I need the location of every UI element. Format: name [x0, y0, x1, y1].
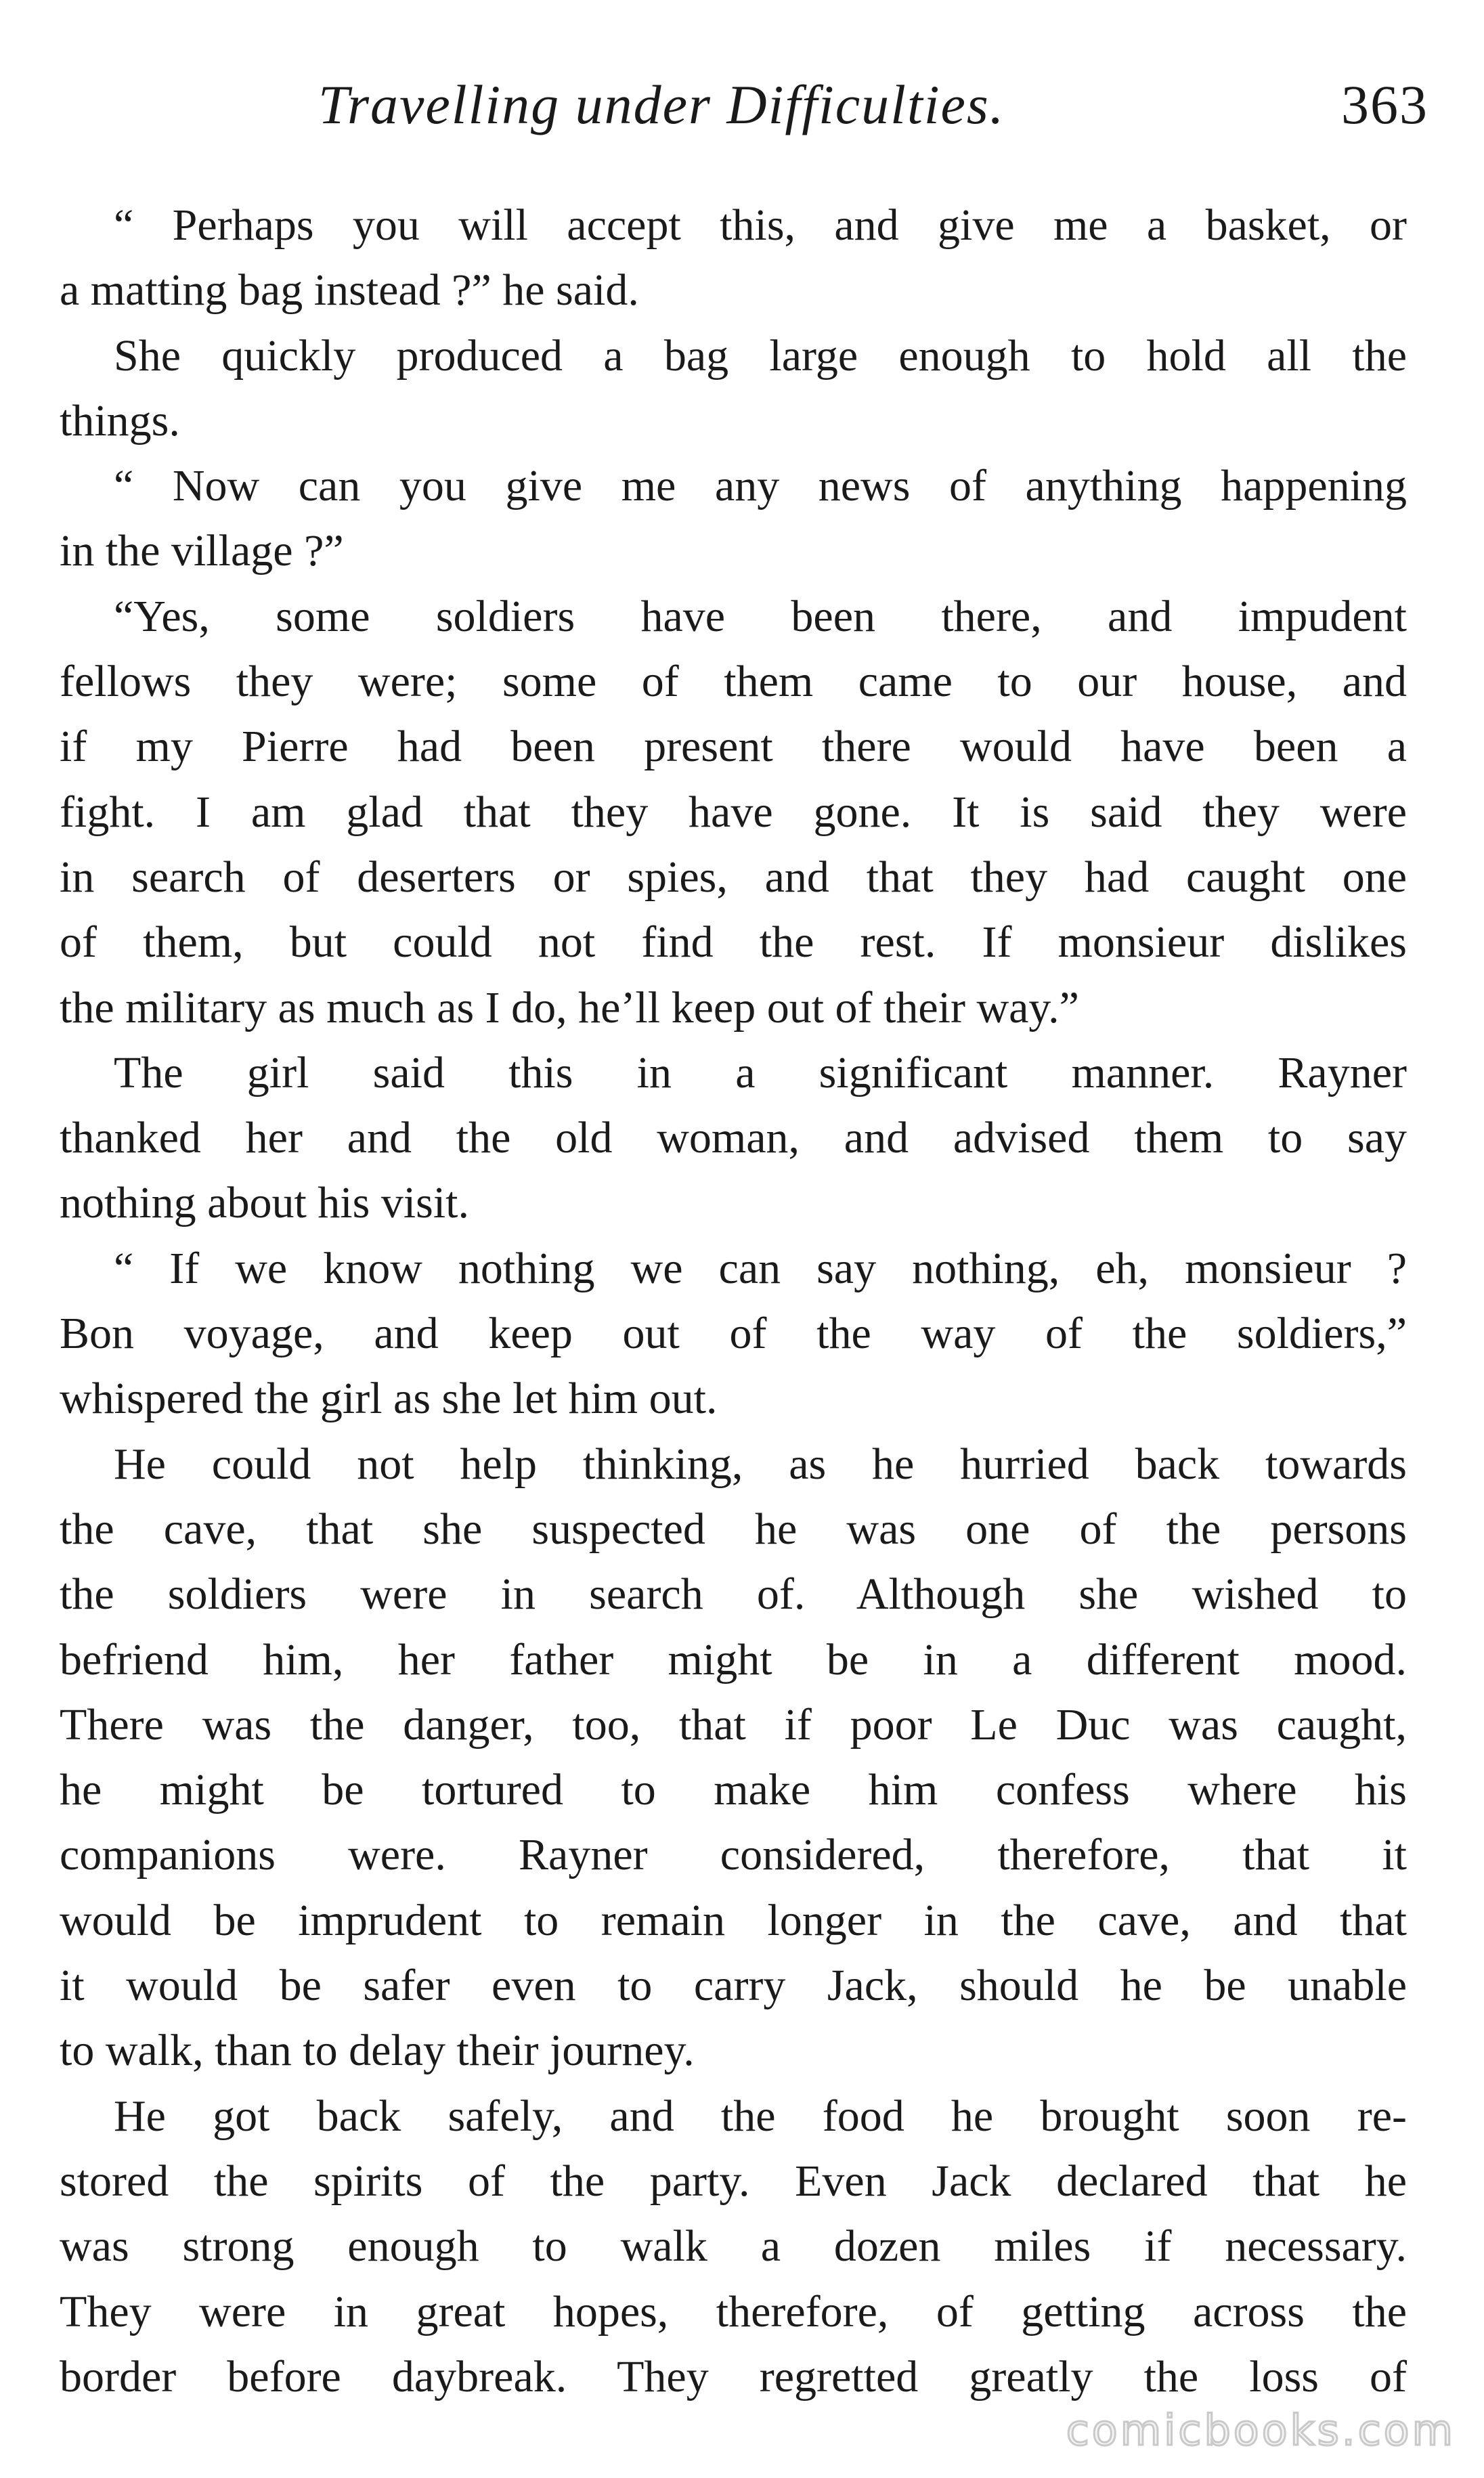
running-header: [318, 68, 1428, 142]
text-line: things.: [60, 395, 180, 445]
text-line: The girl said this in a significant manner. Rayner: [114, 1047, 1407, 1097]
text-line: a matting bag instead ?” he said.: [60, 265, 639, 316]
text-line: They were in great hopes, therefore, of getting across the: [60, 2286, 1407, 2336]
text-line: stored the spirits of the party. Even Jack declared that he: [60, 2156, 1407, 2206]
text-line: it would be safer even to carry Jack, should he be unable: [60, 1961, 1407, 2011]
text-line: if my Pierre had been present there would have been a: [60, 722, 1407, 772]
text-line: “ Perhaps you will accept this, and give me a basket, or: [114, 200, 1407, 250]
text-line: He could not help thinking, as he hurried back towards: [114, 1439, 1407, 1489]
text-line: “ If we know nothing we can say nothing, eh, monsieur ?: [114, 1243, 1407, 1293]
text-line: he might be tortured to make him confess where his: [60, 1765, 1407, 1815]
text-line: fight. I am glad that they have gone. It is said they were: [60, 787, 1407, 837]
text-line: fellows they were; some of them came to our house, and: [60, 657, 1407, 707]
text-line: Bon voyage, and keep out of the way of the soldiers,”: [60, 1309, 1407, 1359]
page-number: 363: [1341, 74, 1428, 135]
text-line: in the village ?”: [60, 526, 344, 576]
text-line: companions were. Rayner considered, therefore, that it: [60, 1830, 1407, 1880]
body-text: [60, 193, 1407, 2410]
text-line: nothing about his visit.: [60, 1178, 470, 1228]
text-line: She quickly produced a bag large enough to hold all the: [114, 330, 1407, 381]
text-line: whispered the girl as she let him out.: [60, 1374, 718, 1424]
text-line: in search of deserters or spies, and that they had caught one: [60, 852, 1407, 902]
running-title: Travelling under Difficulties.: [318, 74, 1005, 135]
text-line: the military as much as I do, he’ll keep out of their way.”: [60, 982, 1079, 1032]
text-line: There was the danger, too, that if poor Le Duc was caught,: [60, 1699, 1407, 1749]
watermark: comicbooks.com: [1066, 2406, 1456, 2455]
text-line: befriend him, her father might be in a different mood.: [60, 1634, 1407, 1684]
text-line: “ Now can you give me any news of anything happening: [114, 461, 1407, 511]
text-line: would be imprudent to remain longer in the cave, and that: [60, 1895, 1407, 1945]
text-line: of them, but could not find the rest. If monsieur dislikes: [60, 917, 1407, 968]
text-line: the cave, that she suspected he was one of the persons: [60, 1504, 1407, 1554]
text-line: He got back safely, and the food he brought soon re-: [114, 2091, 1407, 2141]
text-line: was strong enough to walk a dozen miles if necessary.: [60, 2221, 1407, 2272]
text-line: thanked her and the old woman, and advised them to say: [60, 1113, 1407, 1163]
text-line: the soldiers were in search of. Although she wished to: [60, 1569, 1407, 1620]
text-line: border before daybreak. They regretted greatly the loss of: [60, 2351, 1407, 2401]
text-line: to walk, than to delay their journey.: [60, 2026, 695, 2076]
text-line: “Yes, some soldiers have been there, and impudent: [114, 591, 1407, 641]
